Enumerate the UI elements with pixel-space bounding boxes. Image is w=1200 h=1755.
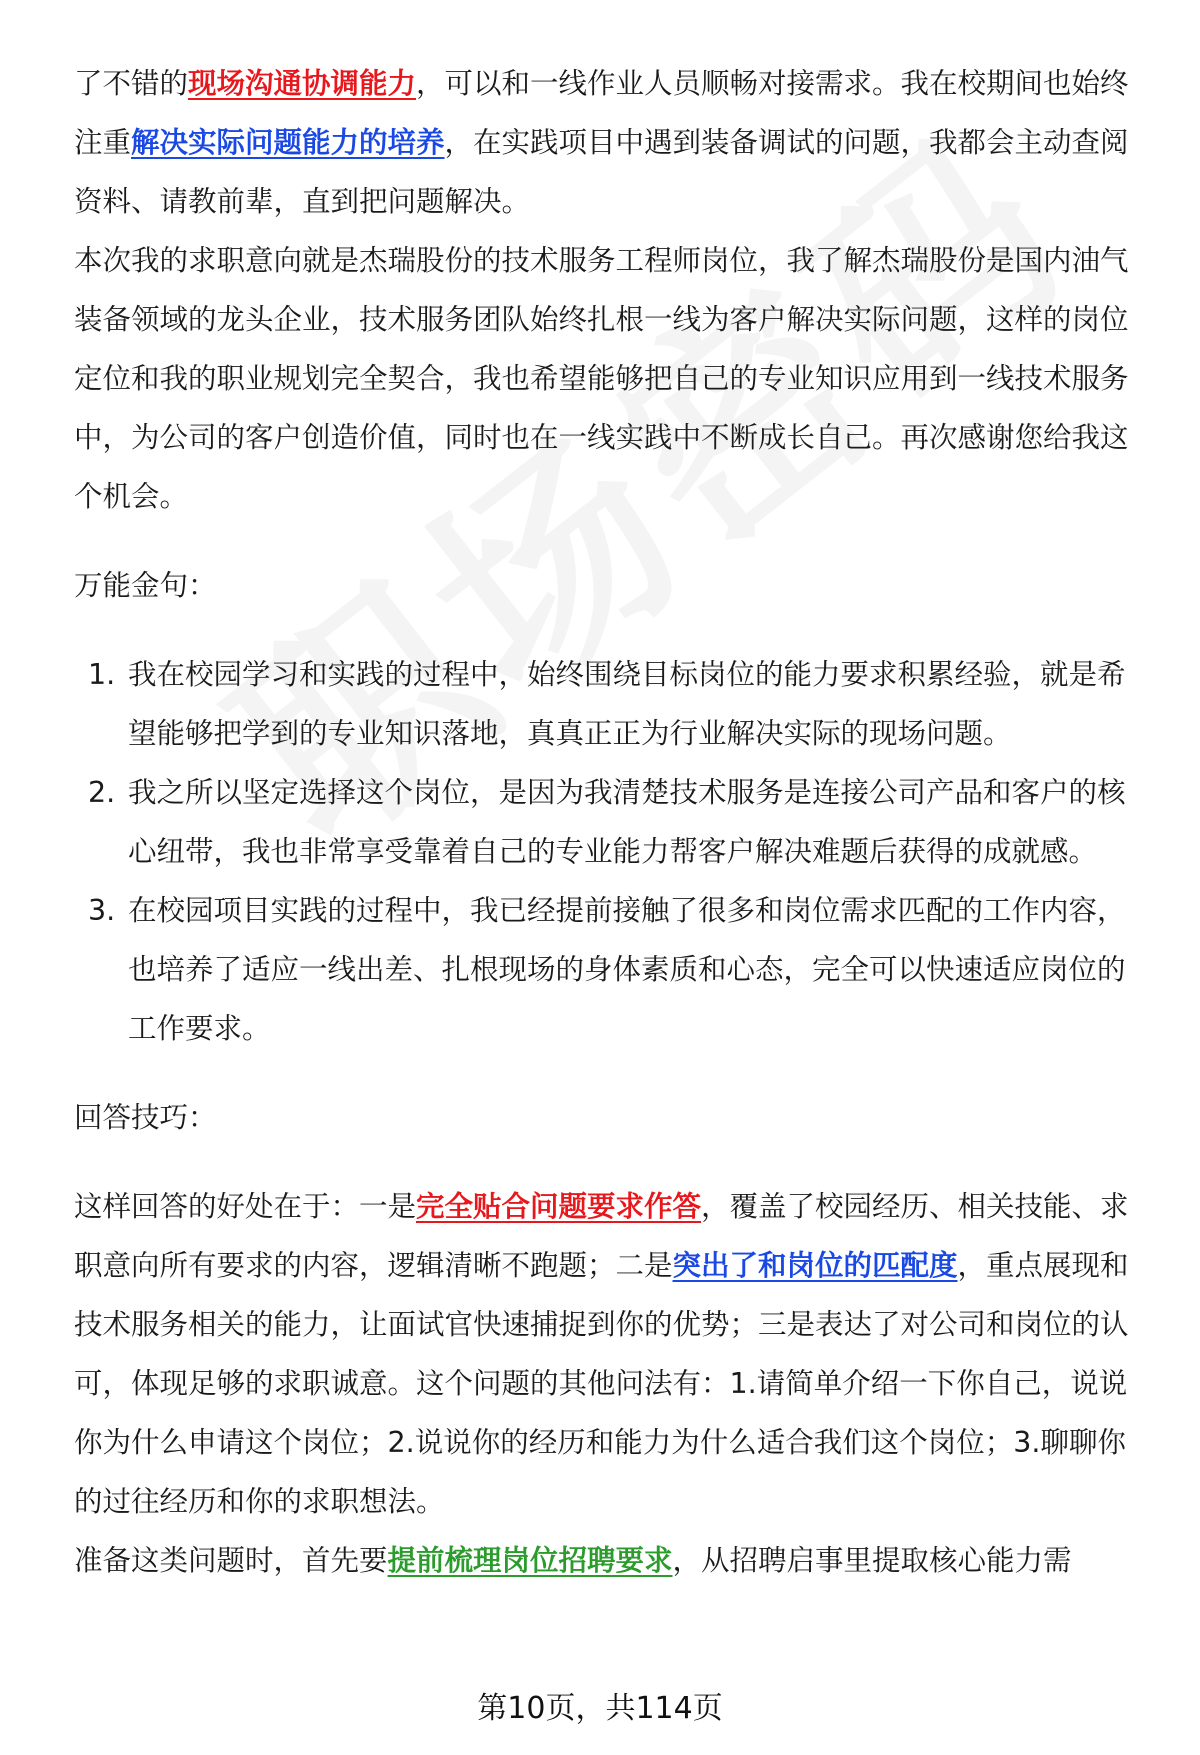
list-text: 我之所以坚定选择这个岗位，是因为我清楚技术服务是连接公司产品和客户的核心纽带，我也非常享受靠着自己的专业能力帮客户解决难题后获得的成就感。 — [128, 776, 1126, 868]
list-number: 2. — [88, 776, 116, 809]
heading-answer-tips: 回答技巧： — [74, 1101, 217, 1134]
highlight-job-match: 突出了和岗位的匹配度 — [672, 1249, 958, 1282]
heading-golden-sentences: 万能金句： — [74, 569, 217, 602]
paragraph-answer-benefits — [74, 1177, 1149, 1531]
golden-sentence-list — [74, 645, 1149, 1058]
highlight-fit-question: 完全贴合问题要求作答 — [416, 1190, 702, 1223]
text-run: ，可以和一线作业人员顺畅对接需求。我在校期间也始终注重 — [74, 67, 1129, 159]
paragraph-preparation — [74, 1531, 1149, 1590]
text-run: 准备这类问题时，首先要 — [74, 1544, 388, 1577]
paragraph-job-intention: 本次我的求职意向就是杰瑞股份的技术服务工程师岗位，我了解杰瑞股份是国内油气装备领域的龙头企业，技术服务团队始终扎根一线为客户解决实际问题，这样的岗位定位和我的职业规划完全契合，我也希望能够把自己的专业知识应用到一线技术服务中，为公司的客户创造价值，同时也在一线实践中不断成长自己。再次感谢您给我这个机会。 — [74, 244, 1129, 513]
list-text: 在校园项目实践的过程中，我已经提前接触了很多和岗位需求匹配的工作内容，也培养了适应一线出差、扎根现场的身体素质和心态，完全可以快速适应岗位的工作要求。 — [128, 894, 1126, 1045]
text-run: ，在实践项目中遇到装备调试的问题，我都会主动查阅资料、请教前辈，直到把问题解决。 — [74, 126, 1129, 218]
list-number: 3. — [88, 894, 116, 927]
text-run: ，重点展现和技术服务相关的能力，让面试官快速捕捉到你的优势；三是表达了对公司和岗位的认可，体现足够的求职诚意。这个问题的其他问法有：1.请简单介绍一下你自己，说说你为什么申请这个岗位；2.说说你的经历和能力为什么适合我们这个岗位；3.聊聊你的过往经历和你的求职想法。 — [74, 1249, 1129, 1518]
list-item — [74, 645, 1149, 763]
list-text: 我在校园学习和实践的过程中，始终围绕目标岗位的能力要求积累经验，就是希望能够把学到的专业知识落地，真真正正为行业解决实际的现场问题。 — [128, 658, 1126, 750]
text-run: ，覆盖了校园经历、相关技能、求职意向所有要求的内容，逻辑清晰不跑题；二是 — [74, 1190, 1129, 1282]
list-item — [74, 763, 1149, 881]
highlight-review-requirements: 提前梳理岗位招聘要求 — [387, 1544, 673, 1577]
document-body — [74, 54, 1149, 1590]
text-run: ，从招聘启事里提取核心能力需 — [672, 1544, 1072, 1577]
paragraph-intro-continued — [74, 54, 1149, 231]
list-item — [74, 881, 1149, 1058]
highlight-onsite-communication: 现场沟通协调能力 — [188, 67, 417, 100]
page-number-footer: 第10页，共114页 — [477, 1691, 723, 1726]
text-run: 这样回答的好处在于：一是 — [74, 1190, 417, 1223]
list-number: 1. — [88, 658, 116, 691]
text-run: 了不错的 — [74, 67, 189, 100]
highlight-problem-solving: 解决实际问题能力的培养 — [131, 126, 445, 159]
